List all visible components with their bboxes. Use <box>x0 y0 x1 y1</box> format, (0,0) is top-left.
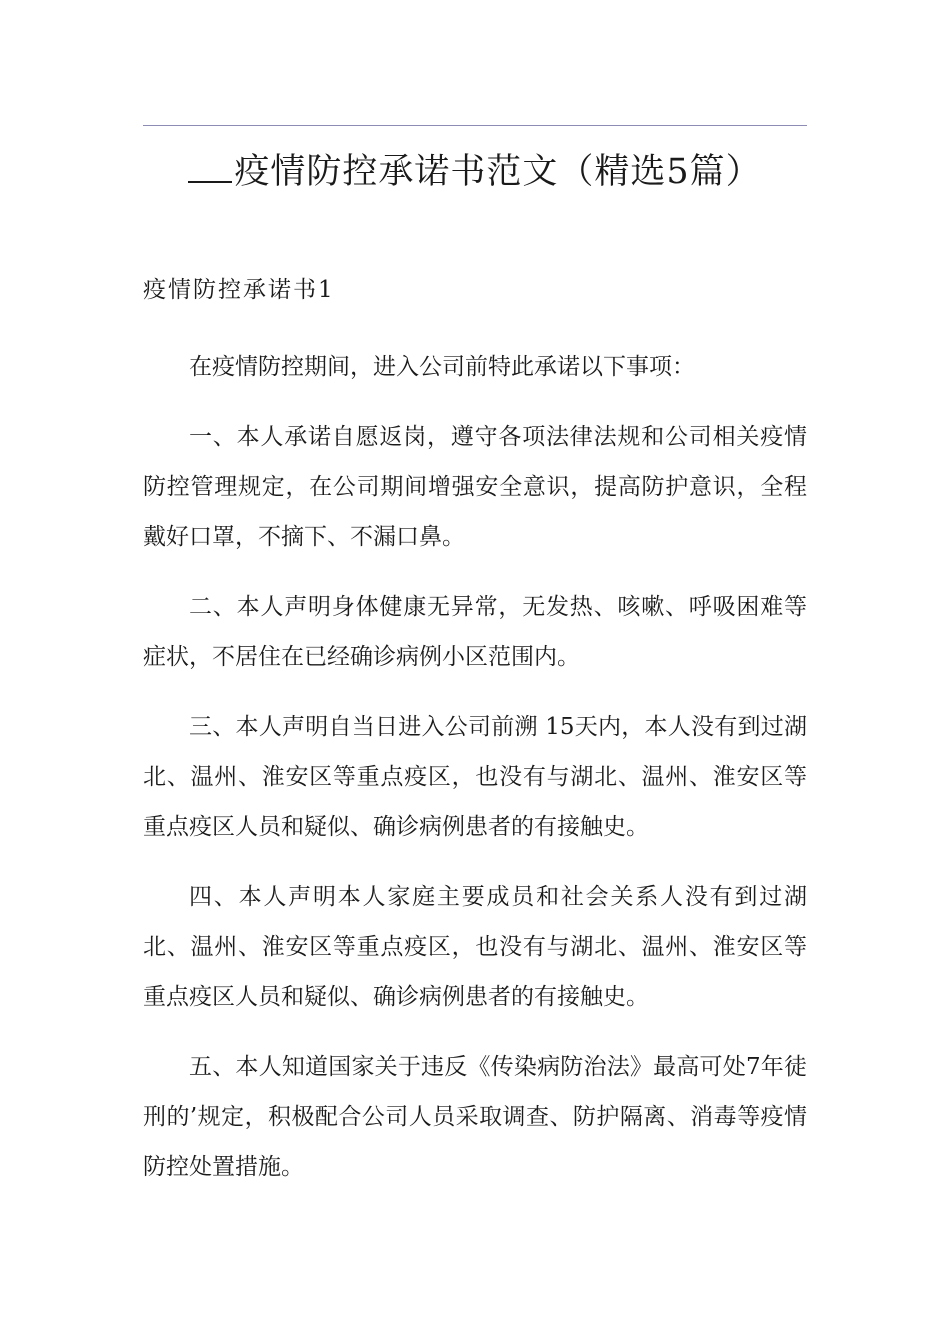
paragraph-item-3: 三、本人声明自当日进入公司前溯 15天内，本人没有到过湖北、温州、淮安区等重点疫区，也没有与湖北、温州、淮安区等重点疫区人员和疑似、确诊病例患者的有接触史。 <box>143 714 807 840</box>
paragraph-item-4: 四、本人声明本人家庭主要成员和社会关系人没有到过湖北、温州、淮安区等重点疫区，也没有与湖北、温州、淮安区等重点疫区人员和疑似、确诊病例患者的有接触史。 <box>143 884 807 1010</box>
top-divider <box>143 125 807 126</box>
document-title-text: 疫情防控承诺书范文（精选5篇） <box>234 152 762 192</box>
paragraph-intro: 在疫情防控期间，进入公司前特此承诺以下事项： <box>189 354 695 380</box>
paragraph-item-5: 五、本人知道国家关于违反《传染病防治法》最高可处7年徒刑的’规定，积极配合公司人员采取调查、防护隔离、消毒等疫情防控处置措施。 <box>143 1054 807 1180</box>
paragraph-item-1: 一、本人承诺自愿返岗，遵守各项法律法规和公司相关疫情防控管理规定，在公司期间增强安全意识，提高防护意识，全程戴好口罩，不摘下、不漏口鼻。 <box>143 424 807 550</box>
title-blank-underline <box>188 149 232 183</box>
paragraph-item-2: 二、本人声明身体健康无异常，无发热、咳嗽、呼吸困难等症状，不居住在已经确诊病例小区范围内。 <box>143 594 807 670</box>
document-body <box>143 342 807 1212</box>
document-title <box>143 146 807 198</box>
section-heading: 疫情防控承诺书1 <box>143 277 335 303</box>
